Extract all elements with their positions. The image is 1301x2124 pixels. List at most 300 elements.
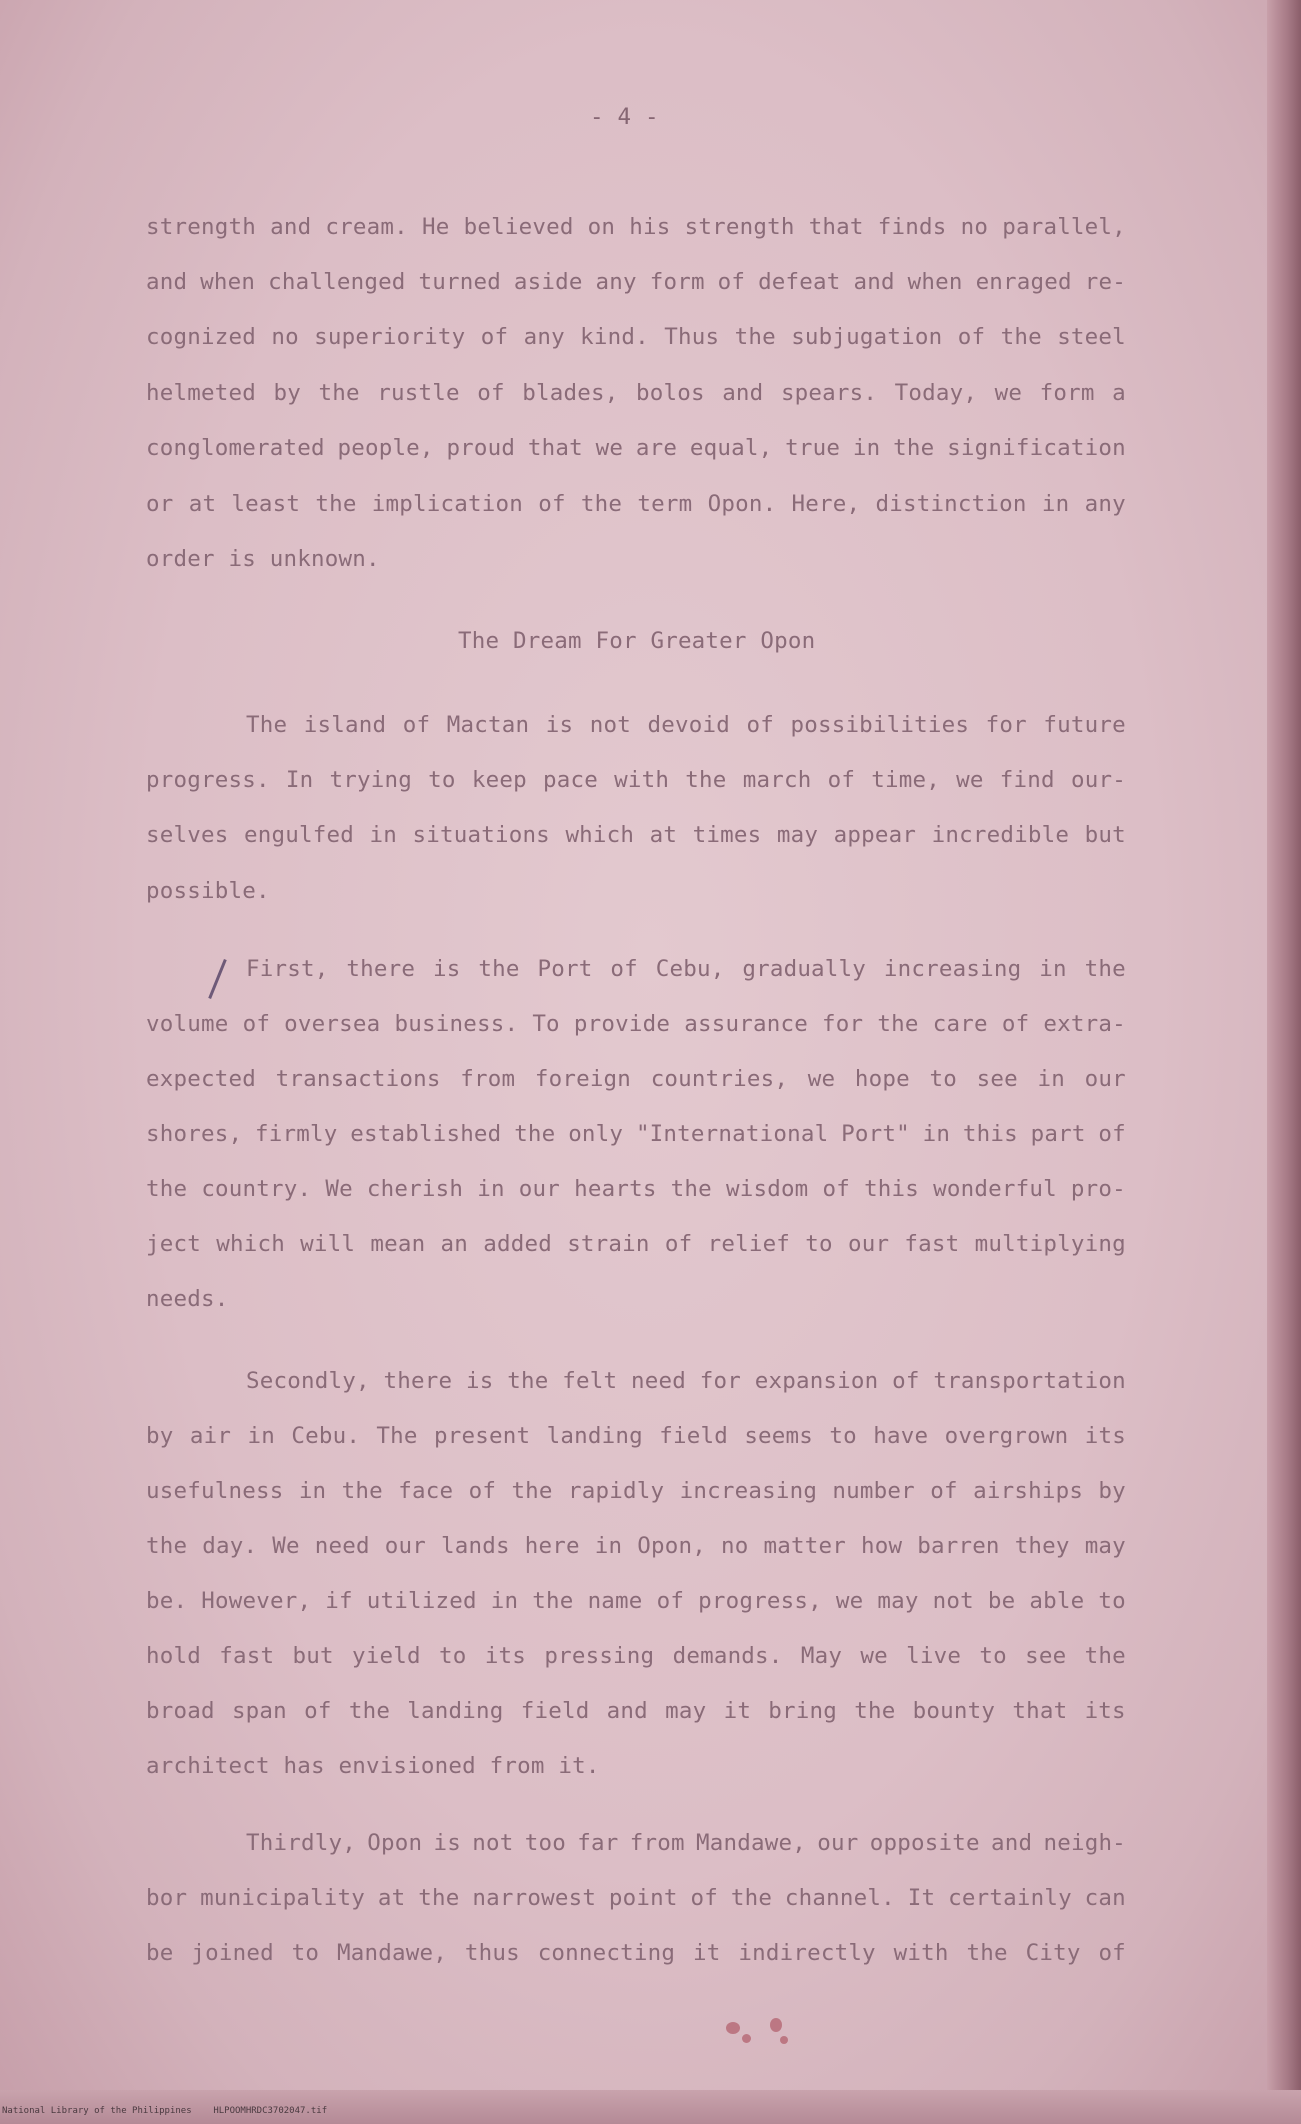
word: mean [370, 1231, 426, 1257]
word: for [822, 1011, 864, 1037]
text-line [146, 1066, 1126, 1092]
word: far [577, 1830, 619, 1856]
word: from [460, 1066, 516, 1092]
word: channel. [784, 1885, 895, 1911]
word: the [146, 1533, 188, 1559]
word: turned [418, 269, 501, 295]
word: live [906, 1643, 962, 1669]
text-line: possible. [146, 878, 270, 904]
word: may [665, 1698, 707, 1724]
word: at [188, 491, 217, 517]
word: and [146, 269, 188, 295]
text-line: architect has envisioned from it. [146, 1753, 600, 1779]
word: of [822, 1176, 850, 1202]
word: bolos [635, 380, 705, 406]
word: in [369, 822, 397, 848]
word: Today, [894, 380, 978, 406]
word: defeat [758, 269, 841, 295]
word: municipality [200, 1885, 366, 1911]
word: the [507, 1368, 549, 1394]
word: part [1030, 1121, 1086, 1147]
word: be [987, 1588, 1016, 1614]
word: people, [337, 435, 434, 461]
word: to [805, 1231, 833, 1257]
word: not [932, 1588, 974, 1614]
word: the [670, 1176, 712, 1202]
word: To [532, 1011, 560, 1037]
handwritten-mark [208, 959, 227, 999]
word: strength [684, 214, 795, 240]
word: overgrown [944, 1423, 1069, 1449]
word: seems [744, 1423, 814, 1449]
word: believed [463, 214, 574, 240]
word: transactions [275, 1066, 441, 1092]
word: of [468, 1478, 497, 1504]
word: its [484, 1643, 527, 1669]
text-line [246, 956, 1126, 982]
word: keep [471, 767, 527, 793]
word: we [807, 1066, 836, 1092]
word: island [303, 712, 387, 738]
word: is [465, 1368, 494, 1394]
word: May [800, 1643, 843, 1669]
word: of [242, 1011, 271, 1037]
word: not [472, 1830, 514, 1856]
word: We [272, 1533, 300, 1559]
word: certainly [948, 1885, 1072, 1911]
word: transportation [933, 1368, 1126, 1394]
word: the [1084, 1643, 1126, 1669]
word: devoid [647, 712, 730, 738]
word: of [480, 324, 509, 350]
word: Mandawe, [695, 1830, 806, 1856]
word: countries, [650, 1066, 789, 1092]
word: of [717, 269, 746, 295]
word: of [690, 1885, 718, 1911]
word: possibilities [790, 712, 970, 738]
word: form [649, 269, 705, 295]
word: to [439, 1643, 467, 1669]
word: it [723, 1698, 752, 1724]
word: at [377, 1885, 406, 1911]
word: that [808, 214, 864, 240]
word: point [608, 1885, 678, 1911]
word: the [734, 324, 776, 350]
word: situations [412, 822, 550, 848]
word: However, [201, 1588, 312, 1614]
word: cognized [146, 324, 256, 350]
word: increasing [679, 1478, 818, 1504]
word: not [589, 712, 631, 738]
word: of [304, 1698, 332, 1724]
word: see [976, 1066, 1018, 1092]
word: felt [562, 1368, 618, 1394]
word: neigh- [1043, 1830, 1126, 1856]
word: by [1098, 1478, 1126, 1504]
text-line: needs. [146, 1286, 229, 1312]
word: may [776, 822, 819, 848]
word: in [247, 1423, 275, 1449]
word: rapidly [568, 1478, 665, 1504]
word: we [860, 1643, 888, 1669]
word: with [893, 1940, 949, 1966]
word: Thus [664, 324, 720, 350]
text-line [146, 1698, 1126, 1724]
word: volume [146, 1011, 229, 1037]
word: are [635, 435, 678, 461]
word: the [478, 956, 520, 982]
text-line [146, 491, 1126, 517]
word: established [350, 1121, 502, 1147]
word: may [1084, 1533, 1126, 1559]
word: field [659, 1423, 728, 1449]
word: Cebu. [291, 1423, 361, 1449]
ink-stain [770, 2018, 782, 2032]
word: rustle [377, 380, 460, 406]
word: First, [246, 956, 329, 982]
word: equal, [689, 435, 773, 461]
word: blades, [522, 380, 619, 406]
word: Opon. [707, 491, 777, 517]
word: The [376, 1423, 418, 1449]
word: spears. [780, 380, 878, 406]
text-line [146, 324, 1126, 350]
word: time, [871, 767, 940, 793]
word: City [1025, 1940, 1081, 1966]
word: our [518, 1176, 561, 1202]
text-line [146, 435, 1126, 461]
text-line [246, 1368, 1126, 1394]
word: this [962, 1121, 1018, 1147]
word: thus [464, 1940, 520, 1966]
word: the [966, 1940, 1008, 1966]
word: in [298, 1478, 327, 1504]
text-line [146, 1011, 1126, 1037]
word: in [852, 435, 881, 461]
word: to [829, 1423, 857, 1449]
word: hope [854, 1066, 910, 1092]
word: times [692, 822, 762, 848]
word: name [587, 1588, 643, 1614]
word: find [999, 767, 1055, 793]
word: day. [202, 1533, 258, 1559]
word: able [1029, 1588, 1085, 1614]
word: the [348, 1698, 391, 1724]
word: oversea [284, 1011, 381, 1037]
word: to [428, 767, 456, 793]
word: the [318, 380, 360, 406]
word: to [979, 1643, 1007, 1669]
word: trying [329, 767, 413, 793]
word: in [1041, 491, 1070, 517]
word: is [432, 956, 461, 982]
word: bring [768, 1698, 838, 1724]
word: He [422, 214, 450, 240]
word: pressing [544, 1643, 655, 1669]
word: finds [877, 214, 947, 240]
word: the [341, 1478, 383, 1504]
word: of [930, 1478, 958, 1504]
section-heading: The Dream For Greater Opon [458, 628, 816, 654]
word: we [994, 380, 1023, 406]
word: of [827, 767, 856, 793]
word: extra- [1043, 1011, 1126, 1037]
text-line [146, 1643, 1126, 1669]
text-line [146, 1885, 1126, 1911]
text-line [246, 1830, 1126, 1856]
ink-stain [780, 2036, 788, 2044]
word: of [538, 491, 566, 517]
word: the [511, 1478, 553, 1504]
word: The [246, 712, 288, 738]
word: usefulness [146, 1478, 284, 1504]
word: progress. [146, 767, 270, 793]
word: the [1084, 956, 1126, 982]
word: strength [146, 214, 256, 240]
word: multiplying [974, 1231, 1126, 1257]
word: incredible [931, 822, 1070, 848]
word: the [514, 1121, 556, 1147]
word: present [434, 1423, 531, 1449]
word: lands [441, 1533, 510, 1559]
word: future [1043, 712, 1126, 738]
word: yield [352, 1643, 421, 1669]
word: challenged [268, 269, 406, 295]
word: span [231, 1698, 287, 1724]
text-line [146, 1176, 1126, 1202]
word: may [877, 1588, 919, 1614]
text-line: order is unknown. [146, 546, 380, 572]
word: subjugation [791, 324, 943, 350]
word: we [595, 435, 624, 461]
word: form [1039, 380, 1095, 406]
word: utilized [366, 1588, 477, 1614]
word: opposite [869, 1830, 980, 1856]
word: Cebu, [655, 956, 725, 982]
word: Port [537, 956, 593, 982]
word: the [418, 1885, 460, 1911]
word: no [271, 324, 299, 350]
word: provide [573, 1011, 671, 1037]
word: when [907, 269, 963, 295]
word: here [524, 1533, 580, 1559]
word: that [527, 435, 583, 461]
word: how [860, 1533, 903, 1559]
word: any [1084, 491, 1126, 517]
word: they [1014, 1533, 1070, 1559]
word: demands. [672, 1643, 783, 1669]
word: in [922, 1121, 951, 1147]
text-line [146, 1588, 1126, 1614]
text-line [146, 1121, 1126, 1147]
word: in [1037, 1066, 1066, 1092]
word: will [300, 1231, 356, 1257]
word: with [614, 767, 670, 793]
word: hearts [574, 1176, 657, 1202]
word: barren [917, 1533, 1000, 1559]
word: We [325, 1176, 353, 1202]
word: true [785, 435, 841, 461]
word: have [873, 1423, 929, 1449]
word: be. [146, 1588, 188, 1614]
word: pro- [1070, 1176, 1126, 1202]
text-line [146, 1533, 1126, 1559]
word: our [1084, 1066, 1126, 1092]
word: Port" [841, 1121, 910, 1147]
word: the [580, 491, 623, 517]
word: that [1012, 1698, 1068, 1724]
word: bor [146, 1885, 188, 1911]
word: and [853, 269, 895, 295]
word: which [216, 1231, 285, 1257]
word: and [606, 1698, 648, 1724]
word: field [520, 1698, 590, 1724]
word: superiority [314, 324, 466, 350]
word: the [315, 491, 357, 517]
text-line [146, 822, 1126, 848]
word: the [854, 1698, 896, 1724]
word: joined [191, 1940, 274, 1966]
word: gradually [742, 956, 867, 982]
word: bounty [912, 1698, 996, 1724]
word: but [1084, 822, 1126, 848]
word: and [270, 214, 312, 240]
word: connecting [537, 1940, 676, 1966]
word: appear [833, 822, 917, 848]
word: we [835, 1588, 864, 1614]
word: we [956, 767, 984, 793]
word: foreign [534, 1066, 632, 1092]
text-line [146, 1423, 1126, 1449]
word: the [893, 435, 935, 461]
word: see [1025, 1643, 1067, 1669]
word: relief [707, 1231, 791, 1257]
word: business. [394, 1011, 519, 1037]
word: to [929, 1066, 958, 1092]
word: which [565, 822, 635, 848]
word: no [720, 1533, 749, 1559]
word: need [630, 1368, 686, 1394]
word: engulfed [243, 822, 354, 848]
word: air [189, 1423, 232, 1449]
word: on [587, 214, 616, 240]
word: ject [146, 1231, 201, 1257]
word: the [877, 1011, 919, 1037]
text-line [146, 1231, 1126, 1257]
word: the [146, 1176, 188, 1202]
word: for [699, 1368, 741, 1394]
word: It [907, 1885, 936, 1911]
word: cherish [366, 1176, 464, 1202]
word: indirectly [738, 1940, 876, 1966]
word: firmly [254, 1121, 338, 1147]
word: but [292, 1643, 334, 1669]
word: there [346, 956, 416, 982]
word: any [595, 269, 637, 295]
word: shores, [146, 1121, 243, 1147]
word: in [594, 1533, 623, 1559]
scan-footer: National Library of the Philippines HLPOOMHRDC3702047.tif [2, 2106, 328, 2116]
word: to [1098, 1588, 1126, 1614]
word: a [1112, 380, 1126, 406]
word: march [742, 767, 812, 793]
word: is [433, 1830, 461, 1856]
word: conglomerated [146, 435, 325, 461]
word: parallel, [1002, 214, 1126, 240]
word: progress, [698, 1588, 822, 1614]
word: of [402, 712, 431, 738]
text-line [146, 1940, 1126, 1966]
word: least [231, 491, 301, 517]
word: of [664, 1231, 693, 1257]
word: added [483, 1231, 552, 1257]
word: in [490, 1588, 519, 1614]
word: implication [371, 491, 524, 517]
word: of [656, 1588, 685, 1614]
word: by [273, 380, 301, 406]
word: its [1084, 1423, 1126, 1449]
word: need [314, 1533, 370, 1559]
word: In [285, 767, 314, 793]
word: an [440, 1231, 469, 1257]
word: signification [947, 435, 1126, 461]
word: Opon, [637, 1533, 706, 1559]
ink-stain [726, 2022, 740, 2034]
word: of [610, 956, 638, 982]
word: care [932, 1011, 988, 1037]
word: or [146, 491, 174, 517]
word: helmeted [146, 380, 256, 406]
word: Thirdly, [246, 1830, 356, 1856]
word: matter [763, 1533, 846, 1559]
word: selves [146, 822, 229, 848]
word: Opon [367, 1830, 423, 1856]
word: and [722, 380, 764, 406]
word: the [532, 1588, 574, 1614]
word: the [685, 767, 727, 793]
word: term [637, 491, 693, 517]
word: at [649, 822, 678, 848]
word: landing [546, 1423, 643, 1449]
word: number [832, 1478, 915, 1504]
word: any [523, 324, 565, 350]
word: proud [446, 435, 516, 461]
word: to [291, 1940, 320, 1966]
word: and [990, 1830, 1033, 1856]
text-line [246, 712, 1126, 738]
word: is [545, 712, 574, 738]
word: airships [973, 1478, 1084, 1504]
word: his [629, 214, 671, 240]
word: of [1098, 1940, 1126, 1966]
word: pace [542, 767, 598, 793]
page-number: - 4 - [590, 104, 659, 130]
word: Here, [791, 491, 861, 517]
text-line [146, 380, 1126, 406]
text-line [146, 767, 1126, 793]
word: aside [513, 269, 583, 295]
word: fast [219, 1643, 275, 1669]
word: our [384, 1533, 426, 1559]
word: of [892, 1368, 920, 1394]
word: the [730, 1885, 773, 1911]
word: expansion [754, 1368, 879, 1394]
word: it [693, 1940, 721, 1966]
word: our [847, 1231, 890, 1257]
ink-stain [742, 2034, 751, 2043]
word: kind. [580, 324, 649, 350]
word: narrowest [472, 1885, 597, 1911]
